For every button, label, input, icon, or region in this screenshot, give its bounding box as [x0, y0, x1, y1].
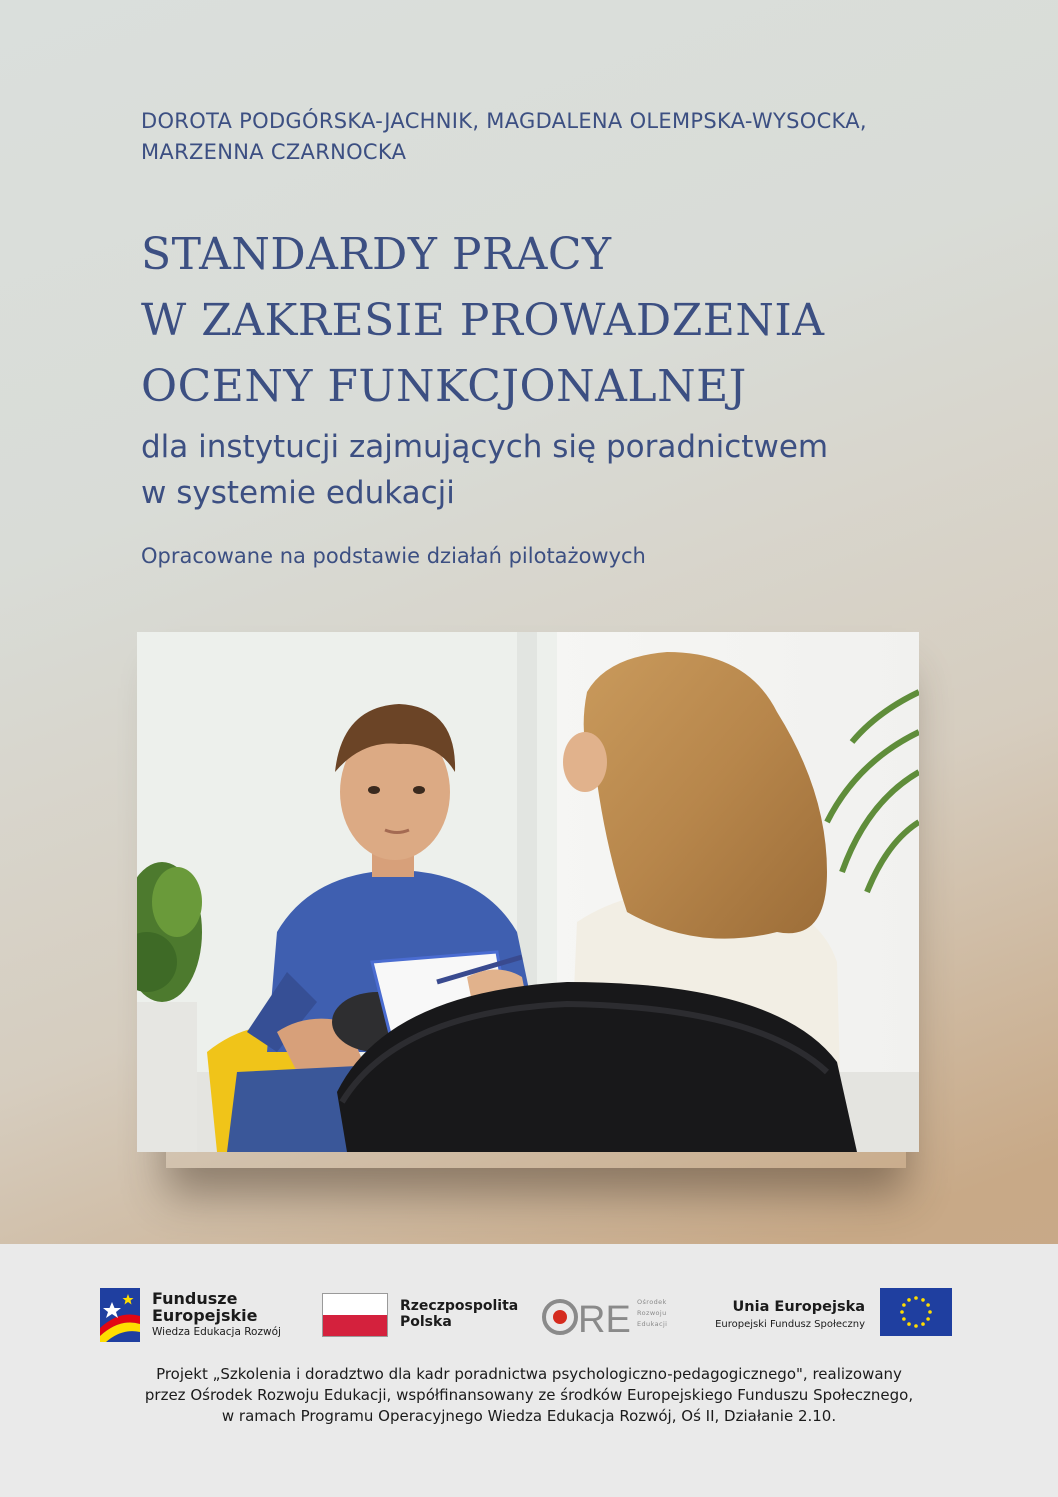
cover-photo	[137, 632, 919, 1152]
book-title	[141, 222, 1021, 420]
logo-row	[0, 1286, 1058, 1366]
fundusze-line-1: Fundusze	[152, 1289, 238, 1308]
authors-line-2: MARZENNA CZARNOCKA	[141, 140, 407, 164]
ue-line-2: Europejski Fundusz Społeczny	[715, 1319, 865, 1330]
fundusze-line-2: Europejskie	[152, 1306, 258, 1325]
project-line-2: przez Ośrodek Rozwoju Edukacji, współfinansowany ze środków Europejskiego Funduszu Społecznego,	[144, 1386, 914, 1404]
rp-line-1: Rzeczpospolita	[400, 1298, 519, 1314]
subnote: Opracowane na podstawie działań pilotażowych	[141, 544, 646, 568]
subtitle-line-1: dla instytucji zajmujących się poradnictwem	[141, 429, 829, 465]
ore-small-3: Edukacji	[637, 1320, 668, 1328]
project-line-3: w ramach Programu Operacyjnego Wiedza Edukacja Rozwój, Oś II, Działanie 2.10.	[221, 1407, 837, 1425]
book-subtitle	[141, 424, 1021, 516]
ore-logo-icon	[541, 1296, 633, 1338]
ore-letters: RE	[578, 1299, 631, 1338]
rzeczpospolita-polska-text	[400, 1298, 518, 1330]
eu-flag-icon	[880, 1288, 952, 1336]
title-line-3: OCENY FUNKCJONALNEJ	[141, 361, 747, 412]
rp-line-2: Polska	[400, 1314, 452, 1330]
title-line-1: STANDARDY PRACY	[141, 229, 612, 280]
ore-small-1: Ośrodek	[637, 1298, 667, 1306]
fundusze-europejskie-logo-icon	[100, 1288, 140, 1342]
ore-small-2: Rozwoju	[637, 1309, 667, 1317]
subtitle-line-2: w systemie edukacji	[141, 475, 455, 511]
title-line-2: W ZAKRESIE PROWADZENIA	[141, 295, 825, 346]
footer	[0, 1244, 1058, 1497]
project-line-1: Projekt „Szkolenia i doradztwo dla kadr poradnictwa psychologiczno-pedagogicznego", realizowany	[156, 1365, 902, 1383]
fundusze-europejskie-text	[152, 1290, 281, 1340]
ue-line-1: Unia Europejska	[732, 1299, 865, 1315]
ore-subtext	[637, 1297, 667, 1330]
left-plant	[137, 862, 202, 1152]
unia-europejska-text	[700, 1298, 865, 1334]
polish-flag-icon	[322, 1293, 388, 1337]
counseling-session-illustration	[137, 632, 919, 1152]
project-description	[40, 1364, 1018, 1427]
fundusze-line-3: Wiedza Edukacja Rozwój	[152, 1326, 281, 1338]
authors-line-1: DOROTA PODGÓRSKA-JACHNIK, MAGDALENA OLEMPSKA-WYSOCKA,	[141, 109, 867, 133]
authors	[141, 106, 1001, 168]
